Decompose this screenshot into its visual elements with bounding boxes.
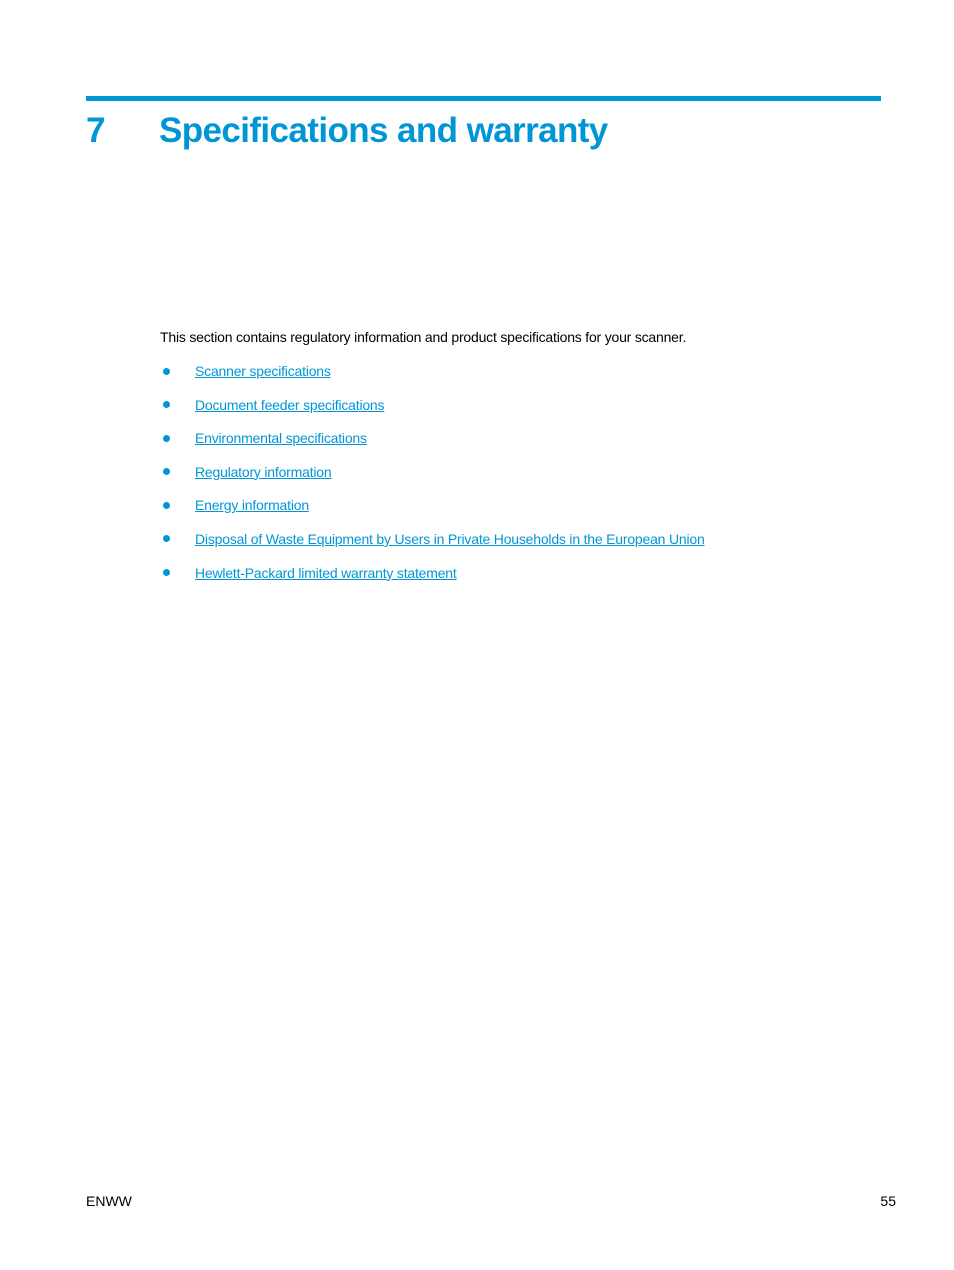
bullet-icon bbox=[161, 462, 171, 482]
chapter-rule bbox=[86, 96, 881, 101]
link-scanner-specifications[interactable]: Scanner specifications bbox=[195, 363, 331, 379]
bullet-icon bbox=[161, 361, 171, 381]
bullet-icon bbox=[161, 529, 171, 549]
page-number: 55 bbox=[880, 1193, 896, 1209]
link-regulatory-information[interactable]: Regulatory information bbox=[195, 463, 332, 480]
chapter-number: 7 bbox=[86, 111, 106, 150]
link-energy-information[interactable]: Energy information bbox=[195, 497, 309, 514]
link-environmental-specifications[interactable]: Environmental specifications bbox=[195, 430, 367, 447]
bullet-icon bbox=[161, 395, 171, 415]
link-limited-warranty-statement[interactable]: Hewlett-Packard limited warranty statement bbox=[195, 564, 457, 581]
footer-label: ENWW bbox=[86, 1193, 132, 1209]
bullet-icon bbox=[161, 495, 171, 515]
chapter-title: Specifications and warranty bbox=[159, 111, 608, 150]
bullet-icon bbox=[161, 428, 171, 448]
link-disposal-of-waste-equipment[interactable]: Disposal of Waste Equipment by Users in Private Households in the European Union bbox=[195, 530, 705, 547]
intro-paragraph: This section contains regulatory information and product specifications for your scanner. bbox=[160, 329, 687, 345]
bullet-icon bbox=[161, 563, 171, 583]
link-document-feeder-specifications[interactable]: Document feeder specifications bbox=[195, 396, 385, 413]
